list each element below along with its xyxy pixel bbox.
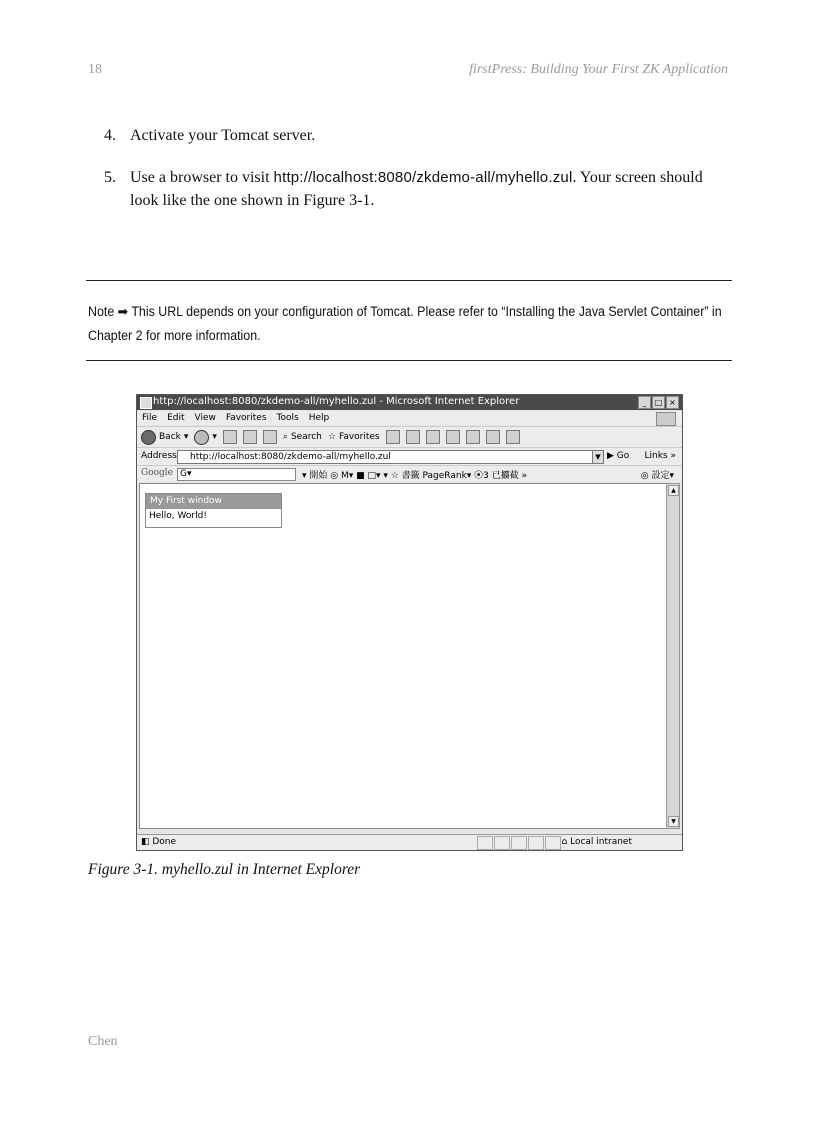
favorites-button[interactable]: ☆ Favorites [327, 432, 380, 442]
zk-window [145, 493, 282, 528]
status-bar [137, 834, 682, 850]
browser-toolbar [137, 426, 682, 447]
menu-favorites[interactable]: Favorites [225, 413, 267, 423]
browser-titlebar [137, 395, 682, 410]
back-arrow-icon [141, 430, 156, 445]
step-text: Use a browser to visit http://localhost:8080/zkdemo-all/myhello.zul. Your screen should look like the one shown in Figure 3-1. [130, 169, 703, 209]
star-icon: ☆ [327, 432, 336, 442]
back-button[interactable]: Back ▾ [141, 430, 188, 445]
zk-window-title: My First window [146, 494, 281, 509]
forward-button[interactable]: ▾ [194, 430, 217, 445]
note-label: Note ➡ [88, 304, 129, 319]
close-icon[interactable]: × [666, 396, 679, 409]
scroll-up-icon[interactable]: ▲ [668, 485, 679, 496]
windows-flag-icon [656, 412, 676, 426]
ie-icon [140, 397, 152, 409]
menu-edit[interactable]: Edit [167, 413, 185, 423]
step-4 [104, 124, 710, 147]
step-text: Activate your Tomcat server. [130, 127, 316, 144]
scroll-down-icon[interactable]: ▼ [668, 816, 679, 827]
discuss-icon[interactable] [466, 430, 480, 444]
google-search-input[interactable]: G▾ [177, 468, 296, 481]
status-zone: ⌂ Local intranet [561, 837, 632, 847]
note-rule-bottom [86, 360, 732, 361]
search-button[interactable]: ⌕ Search [282, 432, 322, 442]
google-toolbar-buttons[interactable]: ▾ 開始 ◎ M▾ ■ □▾ ▾ ☆ 書籤 PageRank▾ ⦿3 已攟截 » [302, 471, 528, 481]
search-icon: ⌕ [282, 432, 288, 442]
footer-author: Chen [88, 1034, 118, 1049]
menu-help[interactable]: Help [308, 413, 330, 423]
status-done: ◧ Done [141, 837, 177, 847]
step-number: 4. [104, 127, 116, 144]
stop-icon[interactable] [223, 430, 237, 444]
step-number: 5. [104, 169, 116, 186]
address-label: Address [141, 451, 177, 461]
menu-file[interactable]: File [142, 413, 158, 423]
home-icon[interactable] [263, 430, 277, 444]
address-bar [137, 447, 682, 465]
links-button[interactable]: Links » [644, 451, 676, 461]
note-text: This URL depends on your configuration of Tomcat. Please refer to “Installing the Java Servlet Container” in Chapter 2 for more information. [88, 304, 722, 343]
menu-view[interactable]: View [194, 413, 216, 423]
status-cells [477, 836, 561, 850]
edit-icon[interactable] [446, 430, 460, 444]
maximize-icon[interactable]: □ [652, 396, 665, 409]
print-icon[interactable] [426, 430, 440, 444]
google-toolbar [137, 465, 682, 482]
mail-icon[interactable] [406, 430, 420, 444]
research-icon[interactable] [486, 430, 500, 444]
browser-title: http://localhost:8080/zkdemo-all/myhello.zul - Microsoft Internet Explorer [153, 396, 520, 407]
messenger-icon[interactable] [506, 430, 520, 444]
note [88, 300, 723, 348]
history-icon[interactable] [386, 430, 400, 444]
browser-screenshot [136, 394, 683, 851]
note-rule-top [86, 280, 732, 281]
url-text: http://localhost:8080/zkdemo-all/myhello.zul [273, 169, 573, 186]
address-dropdown-icon[interactable]: ▼ [592, 450, 604, 464]
google-logo: Google [141, 468, 173, 478]
address-input[interactable]: http://localhost:8080/zkdemo-all/myhello.zul [177, 450, 601, 464]
menu-bar [137, 411, 682, 425]
minimize-icon[interactable]: _ [638, 396, 651, 409]
vertical-scrollbar[interactable] [666, 483, 680, 829]
go-button[interactable]: ▶ Go [607, 451, 630, 461]
menu-tools[interactable]: Tools [276, 413, 299, 423]
zk-window-body: Hello, World! [149, 511, 207, 521]
page-number: 18 [88, 62, 102, 77]
page-content [139, 483, 669, 829]
figure-caption: Figure 3-1. myhello.zul in Internet Explorer [88, 861, 361, 878]
running-head: firstPress: Building Your First ZK Application [469, 62, 728, 77]
step-5 [104, 166, 710, 212]
forward-arrow-icon [194, 430, 209, 445]
refresh-icon[interactable] [243, 430, 257, 444]
google-settings-button[interactable]: ◎ 設定▾ [640, 471, 674, 481]
